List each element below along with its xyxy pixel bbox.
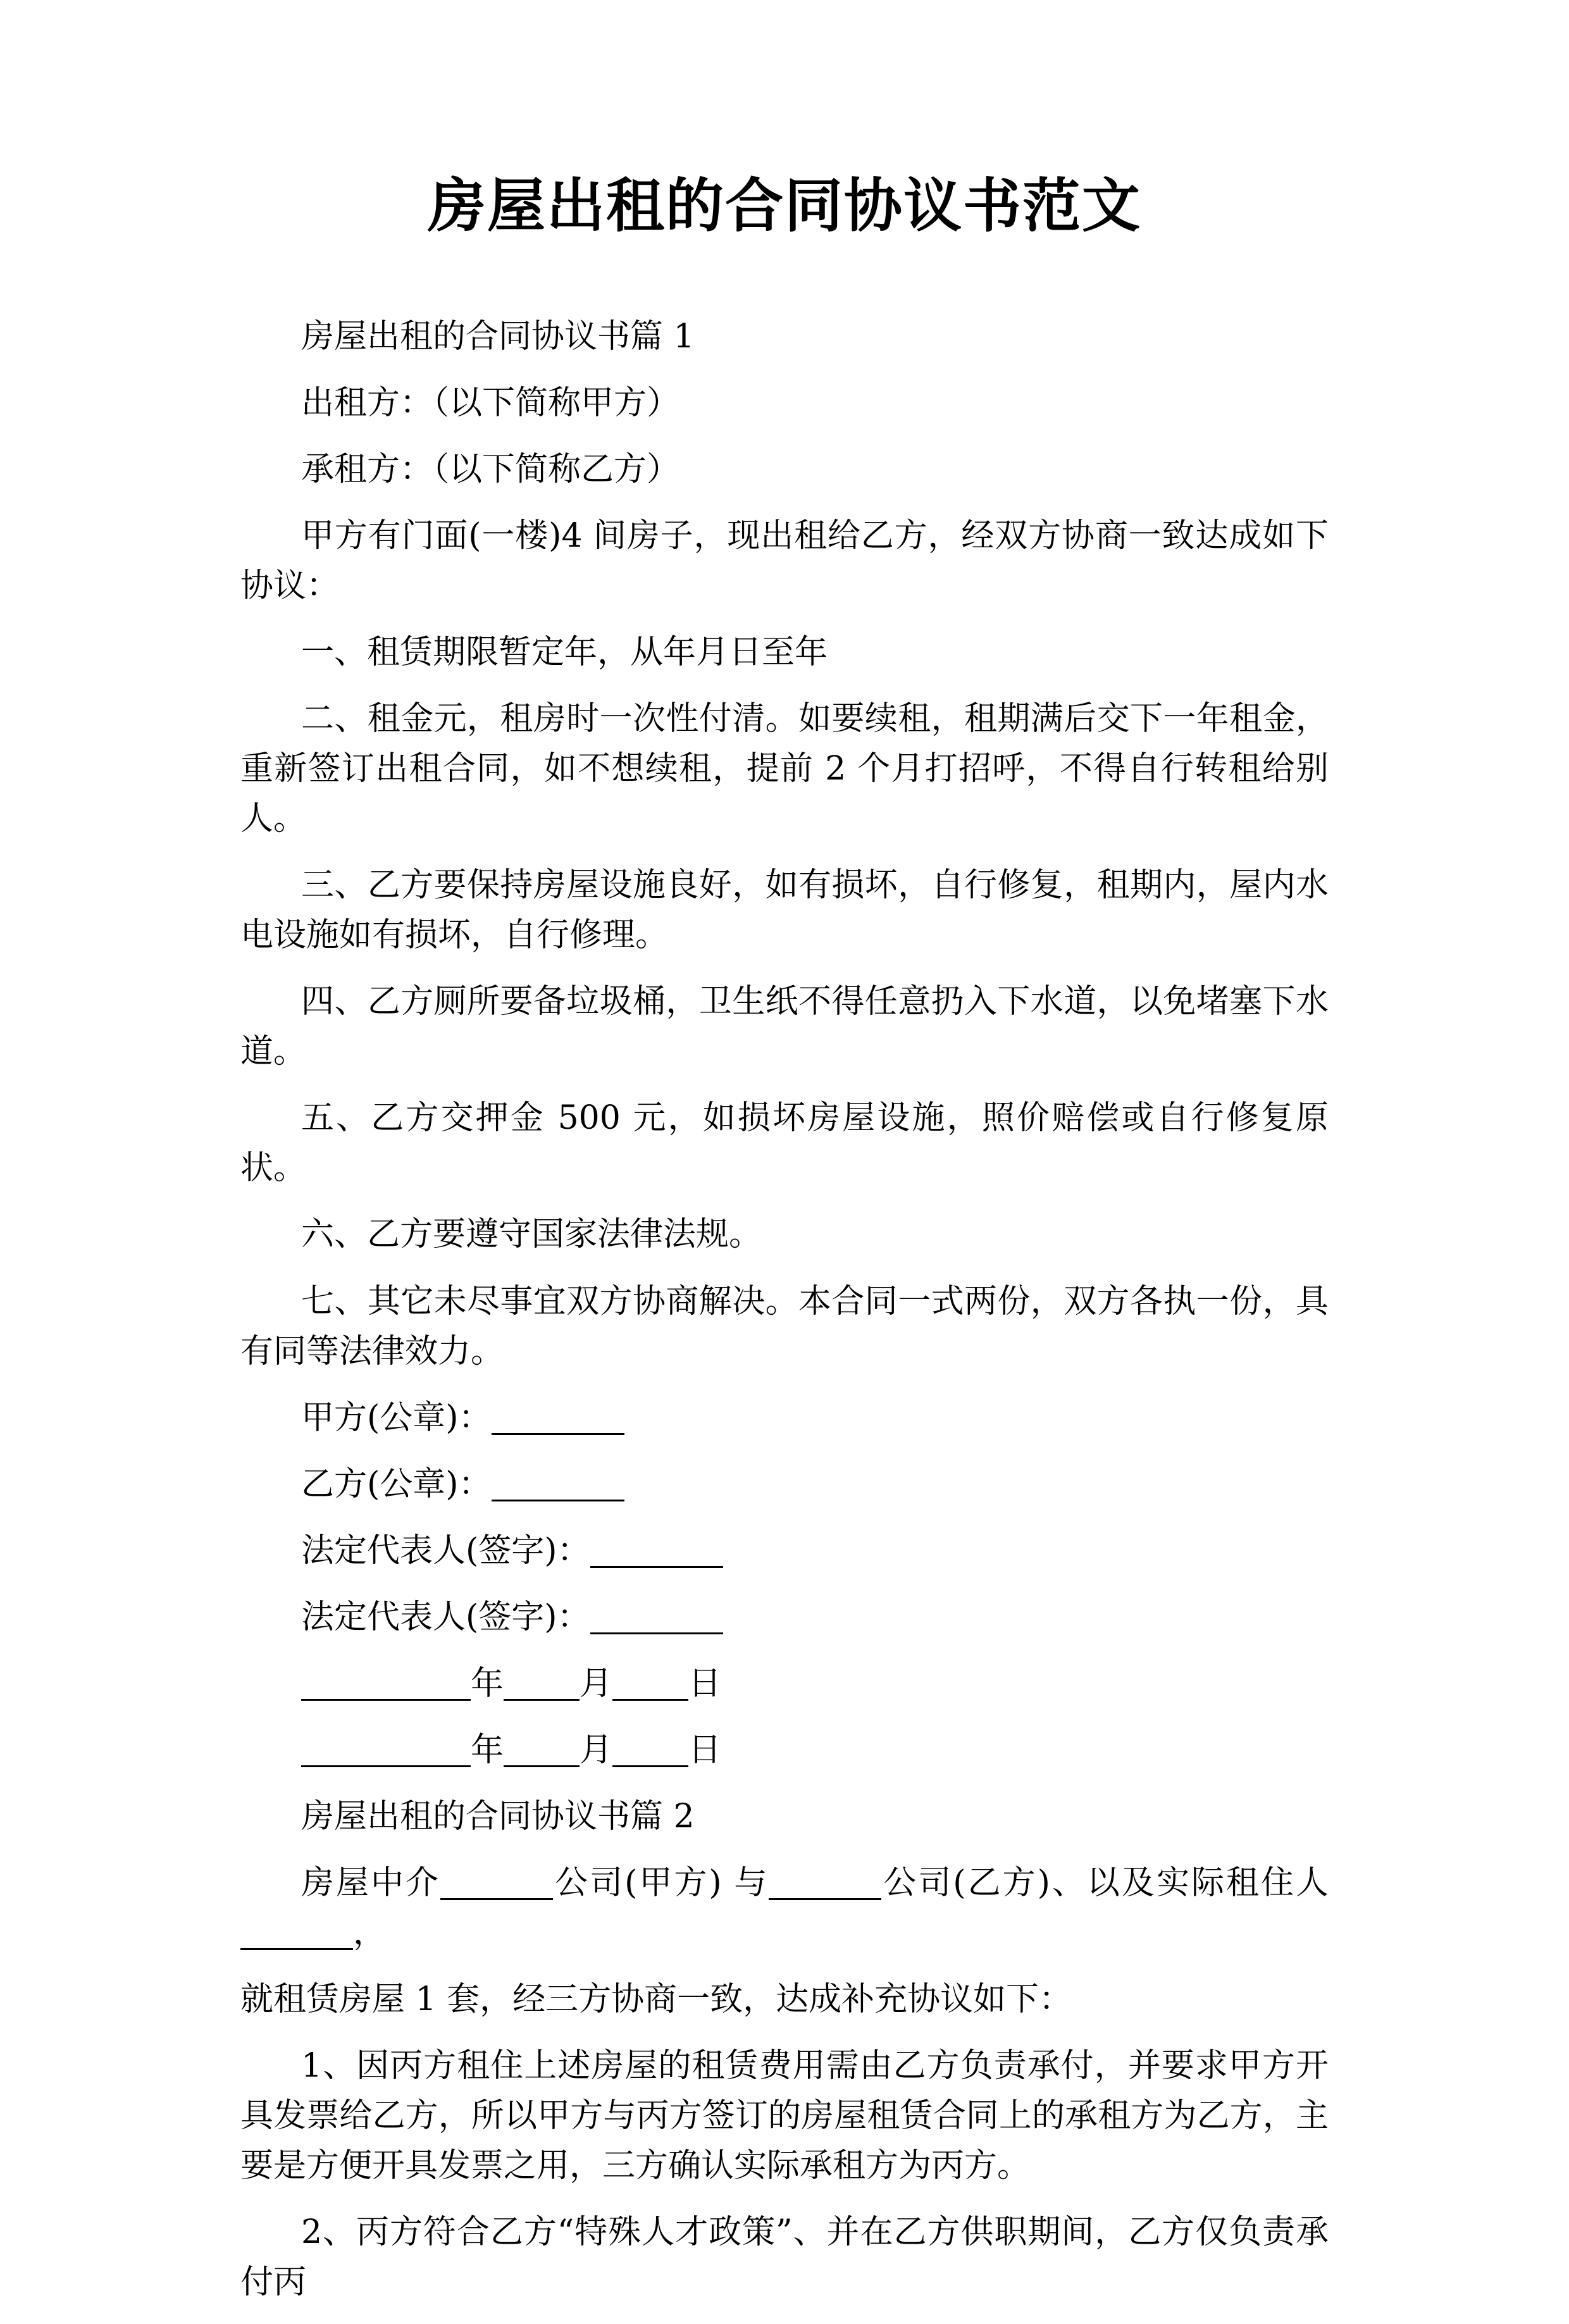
- legal-rep-b-label: 法定代表人(签字)：: [301, 1598, 590, 1636]
- clause-5: 五、乙方交押金 500 元，如损坏房屋设施，照价赔偿或自行修复原状。: [240, 1099, 1329, 1188]
- document-body: [240, 0, 1329, 2324]
- preamble-paragraph: 甲方有门面(一楼)4 间房子，现出租给乙方，经双方协商一致达成如下协议：: [240, 517, 1329, 606]
- date-month-label-b: 月: [580, 1731, 613, 1769]
- legal-rep-a-blank[interactable]: [590, 1566, 723, 1568]
- part2-intro-suffix: ，: [353, 1913, 387, 1952]
- date-day-blank-a[interactable]: [612, 1699, 688, 1701]
- lessee-line: 承租方：（以下简称乙方）: [301, 451, 680, 489]
- clause-2: 二、租金元，租房时一次性付清。如要续租，租期满后交下一年租金，重新签订出租合同，如不想续租，提前 2 个月打招呼，不得自行转租给别人。: [240, 700, 1329, 838]
- party-b-company-blank[interactable]: [769, 1898, 881, 1900]
- signature-legal-rep-a: [240, 1526, 1329, 1593]
- date-year-label-a: 年: [471, 1664, 504, 1703]
- legal-rep-a-label: 法定代表人(签字)：: [301, 1531, 590, 1570]
- date-month-blank-a[interactable]: [504, 1699, 580, 1701]
- party-b-blank[interactable]: [492, 1500, 624, 1501]
- part2-item-2: 2、丙方符合乙方“特殊人才政策”、并在乙方供职期间，乙方仅负责承付丙: [240, 2213, 1329, 2301]
- date-day-label-a: 日: [688, 1664, 722, 1703]
- legal-rep-b-blank[interactable]: [590, 1632, 723, 1634]
- clause-3: 三、乙方要保持房屋设施良好，如有损坏，自行修复，租期内，屋内水电设施如有损坏，自行修理。: [240, 866, 1329, 955]
- clause-4: 四、乙方厕所要备垃圾桶，卫生纸不得任意扔入下水道，以免堵塞下水道。: [240, 983, 1329, 1071]
- part2-intro-line2: 就租赁房屋 1 套，经三方协商一致，达成补充协议如下：: [240, 1980, 1072, 2018]
- date-month-label-a: 月: [580, 1664, 613, 1703]
- date-line-a: [240, 1659, 1329, 1725]
- page-title: 房屋出租的合同协议书范文: [427, 171, 1141, 240]
- signature-party-b: [240, 1460, 1329, 1526]
- date-day-blank-b[interactable]: [612, 1765, 688, 1767]
- date-day-label-b: 日: [688, 1731, 722, 1769]
- lessor-line: 出租方：（以下简称甲方）: [301, 384, 680, 423]
- actual-tenant-blank[interactable]: [240, 1948, 353, 1950]
- agency-company-blank[interactable]: [440, 1898, 553, 1900]
- clause-7: 七、其它未尽事宜双方协商解决。本合同一式两份，双方各执一份，具有同等法律效力。: [240, 1282, 1329, 1370]
- party-a-blank[interactable]: [492, 1433, 624, 1435]
- clause-1: 一、租赁期限暂定年，从年月日至年: [301, 633, 828, 672]
- title-spacer: [240, 242, 1329, 312]
- part2-intro-mid1: 公司(甲方) 与: [553, 1863, 769, 1902]
- date-line-b: [240, 1725, 1329, 1792]
- date-year-label-b: 年: [471, 1731, 504, 1769]
- signature-party-a: [240, 1393, 1329, 1460]
- part2-heading: 房屋出租的合同协议书篇 2: [301, 1797, 695, 1836]
- party-b-label: 乙方(公章)：: [301, 1465, 492, 1503]
- date-year-blank-b[interactable]: [301, 1765, 471, 1767]
- party-a-label: 甲方(公章)：: [301, 1398, 492, 1437]
- part2-intro-prefix: 房屋中介: [301, 1863, 441, 1902]
- part2-intro-line1: [240, 1858, 1329, 1975]
- part2-item-1: 1、因丙方租住上述房屋的租赁费用需由乙方负责承付，并要求甲方开具发票给乙方，所以甲方与丙方签订的房屋租赁合同上的承租方为乙方，主要是方便开具发票之用，三方确认实际承租方为丙方。: [240, 2046, 1329, 2185]
- clause-6: 六、乙方要遵守国家法律法规。: [301, 1215, 762, 1254]
- part1-heading: 房屋出租的合同协议书篇 1: [301, 318, 695, 356]
- signature-legal-rep-b: [240, 1593, 1329, 1659]
- date-month-blank-b[interactable]: [504, 1765, 580, 1767]
- date-year-blank-a[interactable]: [301, 1699, 471, 1701]
- part2-intro-mid2: 公司(乙方)、以及实际租住人: [881, 1863, 1329, 1902]
